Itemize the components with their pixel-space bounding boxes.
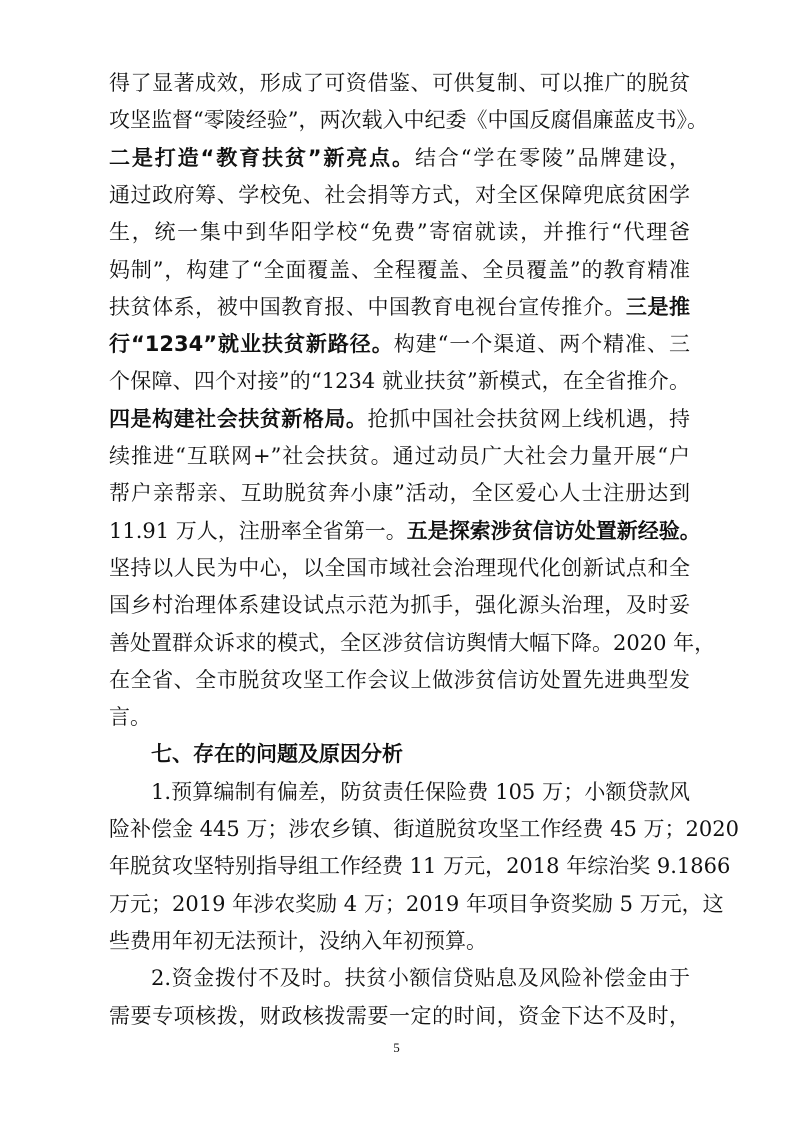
text-line (109, 926, 690, 956)
text-segment: 坚持以人民为中心，以全国市域社会治理现代化创新试点和全 (109, 555, 690, 580)
text-segment: 万元；2019 年涉农奖励 4 万；2019 年项目争资奖励 5 万元，这 (109, 891, 724, 916)
text-segment: 1.预算编制有偏差，防贫责任保险费 105 万；小额贷款风 (151, 779, 690, 804)
text-line (109, 851, 731, 881)
text-segment: 续推进“互联网+”社会扶贫。通过动员广大社会力量开展“户 (109, 444, 690, 468)
text-segment: 扶贫体系，被中国教育报、中国教育电视台宣传推介。 (109, 294, 626, 319)
text-segment: 帮户亲帮亲、互助脱贫奔小康”活动，全区爱心人士注册达到 (109, 481, 690, 506)
text-segment: 构建“一个渠道、两个精准、三 (393, 332, 690, 357)
text-line (109, 68, 690, 98)
text-line (109, 105, 708, 135)
text-segment: 个保障、四个对接”的“1234 就业扶贫”新模式，在全省推介。 (109, 369, 690, 394)
text-line (109, 329, 690, 359)
bold-text: 四是构建社会扶贫新格局。 (109, 406, 368, 431)
text-line (109, 255, 690, 285)
text-line (109, 590, 690, 620)
text-segment: 险补偿金 445 万；涉农乡镇、街道脱贫攻坚工作经费 45 万；2020 (109, 817, 739, 841)
text-segment: 国乡村治理体系建设试点示范为抓手，强化源头治理，及时妥 (109, 593, 690, 618)
text-line (109, 478, 690, 508)
text-segment: 2.资金拨付不及时。扶贫小额信贷贴息及风险补偿金由于 (151, 966, 690, 991)
text-line (109, 404, 690, 434)
text-segment: 些费用年初无法预计，没纳入年初预算。 (109, 928, 487, 953)
text-line (109, 217, 690, 247)
text-line (109, 180, 690, 210)
bold-text: 三是推 (625, 294, 690, 319)
bold-text: 二是打造“教育扶贫”新亮点。 (109, 145, 415, 170)
text-line (109, 665, 690, 695)
text-line (151, 963, 690, 993)
text-segment: 攻坚监督“零陵经验”，两次载入中纪委《中国反腐倡廉蓝皮书》。 (109, 108, 708, 133)
text-line (109, 516, 701, 546)
text-line (109, 553, 690, 583)
text-segment: 生，统一集中到华阳学校“免费”寄宿就读，并推行“代理爸 (109, 220, 690, 245)
text-segment: 通过政府筹、学校免、社会捐等方式，对全区保障兜底贫困学 (109, 182, 690, 207)
text-line (109, 628, 716, 658)
text-line (109, 1001, 690, 1031)
text-segment: 抢抓中国社会扶贫网上线机遇，持 (367, 406, 691, 431)
bold-text: 五是探索涉贫信访处置新经验。 (406, 518, 701, 543)
text-segment: 结合“学在零陵”品牌建设， (414, 145, 690, 170)
text-segment: 年脱贫攻坚特别指导组工作经费 11 万元，2018 年综治奖 9.1866 (109, 854, 731, 879)
text-line (109, 292, 690, 322)
text-segment: 言。 (109, 705, 151, 730)
text-segment: 善处置群众诉求的模式，全区涉贫信访舆情大幅下降。2020 年， (109, 630, 716, 655)
text-line (151, 777, 690, 807)
text-segment: 11.91 万人，注册率全省第一。 (109, 518, 407, 543)
page-number: 5 (393, 1040, 400, 1055)
text-line (109, 366, 690, 396)
section-heading (151, 739, 690, 769)
bold-text: 行“1234”就业扶贫新路径。 (109, 332, 394, 357)
text-line (109, 814, 739, 844)
text-segment: 七、存在的问题及原因分析 (151, 742, 403, 767)
text-segment: 得了显著成效，形成了可资借鉴、可供复制、可以推广的脱贫 (109, 71, 690, 95)
text-segment: 需要专项核拨，财政核拨需要一定的时间，资金下达不及时， (109, 1003, 690, 1028)
text-line (109, 441, 690, 471)
text-line (109, 889, 724, 919)
text-line (109, 702, 690, 732)
text-segment: 妈制”，构建了“全面覆盖、全程覆盖、全员覆盖”的教育精准 (109, 257, 690, 282)
text-line (109, 143, 690, 173)
text-segment: 在全省、全市脱贫攻坚工作会议上做涉贫信访处置先进典型发 (109, 667, 690, 692)
